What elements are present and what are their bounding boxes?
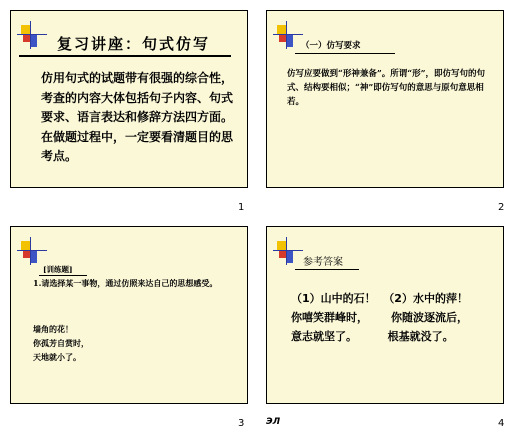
answer-line: 意志就坚了。 根基就没了。: [291, 330, 454, 343]
slide-4[interactable]: [266, 226, 504, 404]
slide-number: 2: [498, 202, 505, 213]
slide-decoration-icon: [11, 227, 51, 267]
heading-divider: [295, 269, 359, 270]
heading-divider: [295, 53, 395, 54]
title-divider: [19, 55, 231, 57]
slide-body: 仿写应要做到“形神兼备”。所谓“形”，即仿写句的句式、结构要相似；“神”即仿写句的意思与原句意思相若。: [287, 69, 486, 107]
answer-text: [291, 289, 501, 346]
slide-decoration-icon: [267, 227, 307, 267]
slide-decoration-icon: [11, 11, 51, 51]
poem-line: 墙角的花！: [33, 324, 73, 334]
task-text: 1.请选择某一事物，通过仿照来达自己的思想感受。: [33, 278, 218, 288]
slide-2[interactable]: [266, 10, 504, 188]
poem-line: 你孤芳自赏时，: [33, 338, 89, 348]
slide-title: 复习讲座：句式仿写: [57, 35, 211, 53]
slide-heading: （一）仿写要求: [301, 41, 361, 51]
slide-number: 4: [498, 418, 505, 429]
slide-3[interactable]: [10, 226, 248, 404]
poem-line: 天地就小了。: [33, 352, 81, 362]
footer-logo: ЭЛ: [266, 417, 281, 427]
example-poem: [33, 322, 183, 364]
answer-line: 你嘻笑群峰时， 你随波逐流后，: [291, 311, 468, 324]
slide-body: 仿用句式的试题带有很强的综合性，考查的内容大体包括句子内容、句式要求、语言表达和修辞方法四方面。在做题过程中，一定要看清题目的思考点。: [41, 71, 234, 163]
slide-1[interactable]: [10, 10, 248, 188]
slide-heading: 参考答案: [303, 257, 343, 268]
slide-number: 3: [238, 418, 245, 429]
answer-line: （1）山中的石！ （2）水中的萍！: [291, 292, 468, 305]
slide-heading: [训练题]: [43, 265, 73, 274]
heading-divider: [39, 275, 87, 276]
slide-number: 1: [238, 202, 245, 213]
